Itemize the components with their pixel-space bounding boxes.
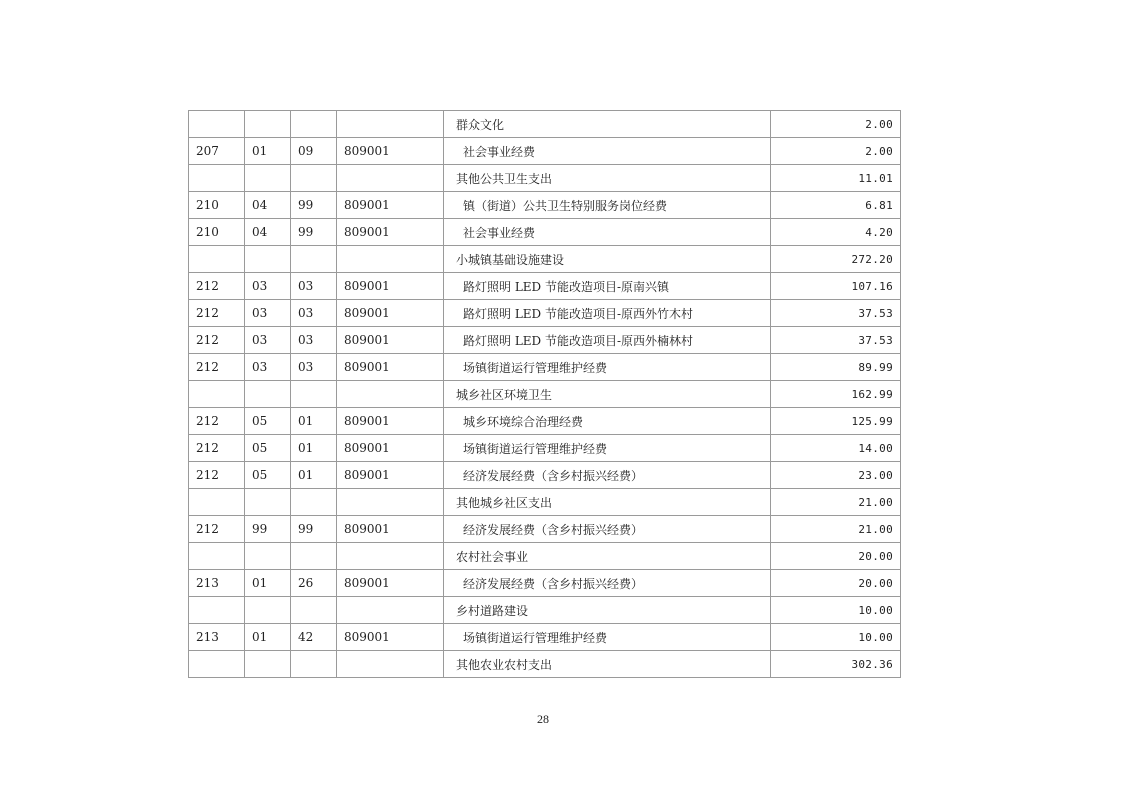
cell-item-name: 乡村道路建设 xyxy=(444,597,771,624)
cell-item-code: 03 xyxy=(245,273,291,300)
cell-amount: 21.00 xyxy=(771,516,901,543)
cell-item-code xyxy=(245,165,291,192)
table-row-category xyxy=(189,651,901,678)
table-row xyxy=(189,300,901,327)
cell-class-code xyxy=(189,597,245,624)
cell-item-name: 路灯照明 LED 节能改造项目-原西外竹木村 xyxy=(444,300,771,327)
table-row-category xyxy=(189,111,901,138)
cell-amount: 4.20 xyxy=(771,219,901,246)
cell-unit-code xyxy=(337,597,444,624)
cell-item-name: 镇（街道）公共卫生特别服务岗位经费 xyxy=(444,192,771,219)
cell-item-code xyxy=(245,543,291,570)
cell-item-name: 城乡社区环境卫生 xyxy=(444,381,771,408)
cell-section-code xyxy=(291,381,337,408)
cell-amount: 2.00 xyxy=(771,111,901,138)
cell-class-code: 212 xyxy=(189,354,245,381)
cell-amount: 302.36 xyxy=(771,651,901,678)
cell-item-name: 群众文化 xyxy=(444,111,771,138)
cell-class-code: 212 xyxy=(189,327,245,354)
table-row xyxy=(189,462,901,489)
cell-section-code xyxy=(291,165,337,192)
cell-unit-code: 809001 xyxy=(337,462,444,489)
cell-amount: 162.99 xyxy=(771,381,901,408)
cell-amount: 10.00 xyxy=(771,624,901,651)
cell-unit-code: 809001 xyxy=(337,516,444,543)
table-row xyxy=(189,435,901,462)
cell-unit-code xyxy=(337,246,444,273)
cell-unit-code xyxy=(337,165,444,192)
cell-section-code: 42 xyxy=(291,624,337,651)
cell-section-code: 03 xyxy=(291,354,337,381)
cell-item-code: 05 xyxy=(245,408,291,435)
cell-item-name: 城乡环境综合治理经费 xyxy=(444,408,771,435)
cell-unit-code: 809001 xyxy=(337,327,444,354)
cell-amount: 6.81 xyxy=(771,192,901,219)
cell-unit-code: 809001 xyxy=(337,435,444,462)
cell-item-code: 04 xyxy=(245,192,291,219)
cell-class-code: 212 xyxy=(189,435,245,462)
cell-class-code xyxy=(189,489,245,516)
cell-amount: 23.00 xyxy=(771,462,901,489)
cell-amount: 125.99 xyxy=(771,408,901,435)
cell-section-code: 99 xyxy=(291,516,337,543)
cell-section-code xyxy=(291,246,337,273)
cell-amount: 2.00 xyxy=(771,138,901,165)
cell-item-name: 其他城乡社区支出 xyxy=(444,489,771,516)
table-row xyxy=(189,570,901,597)
cell-item-code: 03 xyxy=(245,354,291,381)
table-row-category xyxy=(189,489,901,516)
cell-unit-code: 809001 xyxy=(337,219,444,246)
cell-section-code: 01 xyxy=(291,435,337,462)
cell-item-code: 05 xyxy=(245,435,291,462)
table-row xyxy=(189,138,901,165)
cell-section-code: 03 xyxy=(291,327,337,354)
cell-item-code xyxy=(245,651,291,678)
cell-item-name: 其他公共卫生支出 xyxy=(444,165,771,192)
table-row xyxy=(189,354,901,381)
cell-unit-code xyxy=(337,543,444,570)
cell-item-code xyxy=(245,111,291,138)
cell-unit-code: 809001 xyxy=(337,570,444,597)
cell-class-code: 212 xyxy=(189,408,245,435)
cell-amount: 20.00 xyxy=(771,543,901,570)
cell-class-code xyxy=(189,651,245,678)
cell-unit-code: 809001 xyxy=(337,408,444,435)
cell-item-name: 其他农业农村支出 xyxy=(444,651,771,678)
cell-amount: 107.16 xyxy=(771,273,901,300)
cell-item-name: 场镇街道运行管理维护经费 xyxy=(444,435,771,462)
cell-unit-code: 809001 xyxy=(337,354,444,381)
cell-unit-code: 809001 xyxy=(337,300,444,327)
table-row xyxy=(189,408,901,435)
table-row-category xyxy=(189,543,901,570)
cell-item-code: 99 xyxy=(245,516,291,543)
cell-item-name: 路灯照明 LED 节能改造项目-原西外楠林村 xyxy=(444,327,771,354)
cell-item-code: 01 xyxy=(245,570,291,597)
cell-section-code: 09 xyxy=(291,138,337,165)
cell-item-name: 社会事业经费 xyxy=(444,219,771,246)
cell-amount: 37.53 xyxy=(771,300,901,327)
cell-amount: 89.99 xyxy=(771,354,901,381)
cell-amount: 272.20 xyxy=(771,246,901,273)
cell-amount: 20.00 xyxy=(771,570,901,597)
cell-item-code: 05 xyxy=(245,462,291,489)
cell-unit-code: 809001 xyxy=(337,273,444,300)
cell-class-code xyxy=(189,165,245,192)
cell-amount: 11.01 xyxy=(771,165,901,192)
cell-unit-code: 809001 xyxy=(337,624,444,651)
cell-item-name: 小城镇基础设施建设 xyxy=(444,246,771,273)
cell-section-code xyxy=(291,651,337,678)
cell-item-code xyxy=(245,597,291,624)
cell-item-code: 01 xyxy=(245,138,291,165)
cell-item-code xyxy=(245,489,291,516)
cell-amount: 10.00 xyxy=(771,597,901,624)
cell-unit-code xyxy=(337,651,444,678)
cell-item-code: 03 xyxy=(245,327,291,354)
cell-unit-code: 809001 xyxy=(337,192,444,219)
cell-section-code: 26 xyxy=(291,570,337,597)
cell-item-name: 农村社会事业 xyxy=(444,543,771,570)
cell-item-name: 经济发展经费（含乡村振兴经费） xyxy=(444,516,771,543)
cell-section-code: 03 xyxy=(291,273,337,300)
cell-item-code: 03 xyxy=(245,300,291,327)
cell-class-code: 212 xyxy=(189,516,245,543)
cell-section-code xyxy=(291,543,337,570)
cell-section-code xyxy=(291,489,337,516)
cell-unit-code: 809001 xyxy=(337,138,444,165)
cell-class-code xyxy=(189,381,245,408)
cell-amount: 14.00 xyxy=(771,435,901,462)
cell-item-name: 经济发展经费（含乡村振兴经费） xyxy=(444,570,771,597)
cell-item-name: 场镇街道运行管理维护经费 xyxy=(444,354,771,381)
cell-item-code: 04 xyxy=(245,219,291,246)
cell-class-code: 212 xyxy=(189,273,245,300)
table-row xyxy=(189,327,901,354)
cell-unit-code xyxy=(337,381,444,408)
cell-section-code: 99 xyxy=(291,192,337,219)
table-row xyxy=(189,516,901,543)
table-row xyxy=(189,219,901,246)
cell-item-code xyxy=(245,246,291,273)
table-row-category xyxy=(189,381,901,408)
cell-unit-code xyxy=(337,111,444,138)
cell-amount: 21.00 xyxy=(771,489,901,516)
cell-class-code: 213 xyxy=(189,624,245,651)
cell-item-code: 01 xyxy=(245,624,291,651)
cell-item-code xyxy=(245,381,291,408)
cell-item-name: 路灯照明 LED 节能改造项目-原南兴镇 xyxy=(444,273,771,300)
cell-section-code xyxy=(291,111,337,138)
cell-class-code xyxy=(189,543,245,570)
table-row xyxy=(189,192,901,219)
cell-item-name: 社会事业经费 xyxy=(444,138,771,165)
cell-class-code: 210 xyxy=(189,192,245,219)
cell-class-code: 207 xyxy=(189,138,245,165)
cell-section-code: 99 xyxy=(291,219,337,246)
table-row-category xyxy=(189,597,901,624)
page-number: 28 xyxy=(537,712,549,726)
table-row-category xyxy=(189,165,901,192)
cell-section-code xyxy=(291,597,337,624)
cell-item-name: 场镇街道运行管理维护经费 xyxy=(444,624,771,651)
cell-class-code xyxy=(189,111,245,138)
cell-class-code: 212 xyxy=(189,300,245,327)
table-body xyxy=(189,111,901,678)
budget-table xyxy=(188,110,901,678)
cell-section-code: 01 xyxy=(291,408,337,435)
table-row xyxy=(189,624,901,651)
table-row-category xyxy=(189,246,901,273)
cell-class-code: 210 xyxy=(189,219,245,246)
cell-class-code: 212 xyxy=(189,462,245,489)
cell-class-code: 213 xyxy=(189,570,245,597)
cell-class-code xyxy=(189,246,245,273)
cell-item-name: 经济发展经费（含乡村振兴经费） xyxy=(444,462,771,489)
cell-section-code: 01 xyxy=(291,462,337,489)
cell-unit-code xyxy=(337,489,444,516)
cell-section-code: 03 xyxy=(291,300,337,327)
cell-amount: 37.53 xyxy=(771,327,901,354)
table-row xyxy=(189,273,901,300)
